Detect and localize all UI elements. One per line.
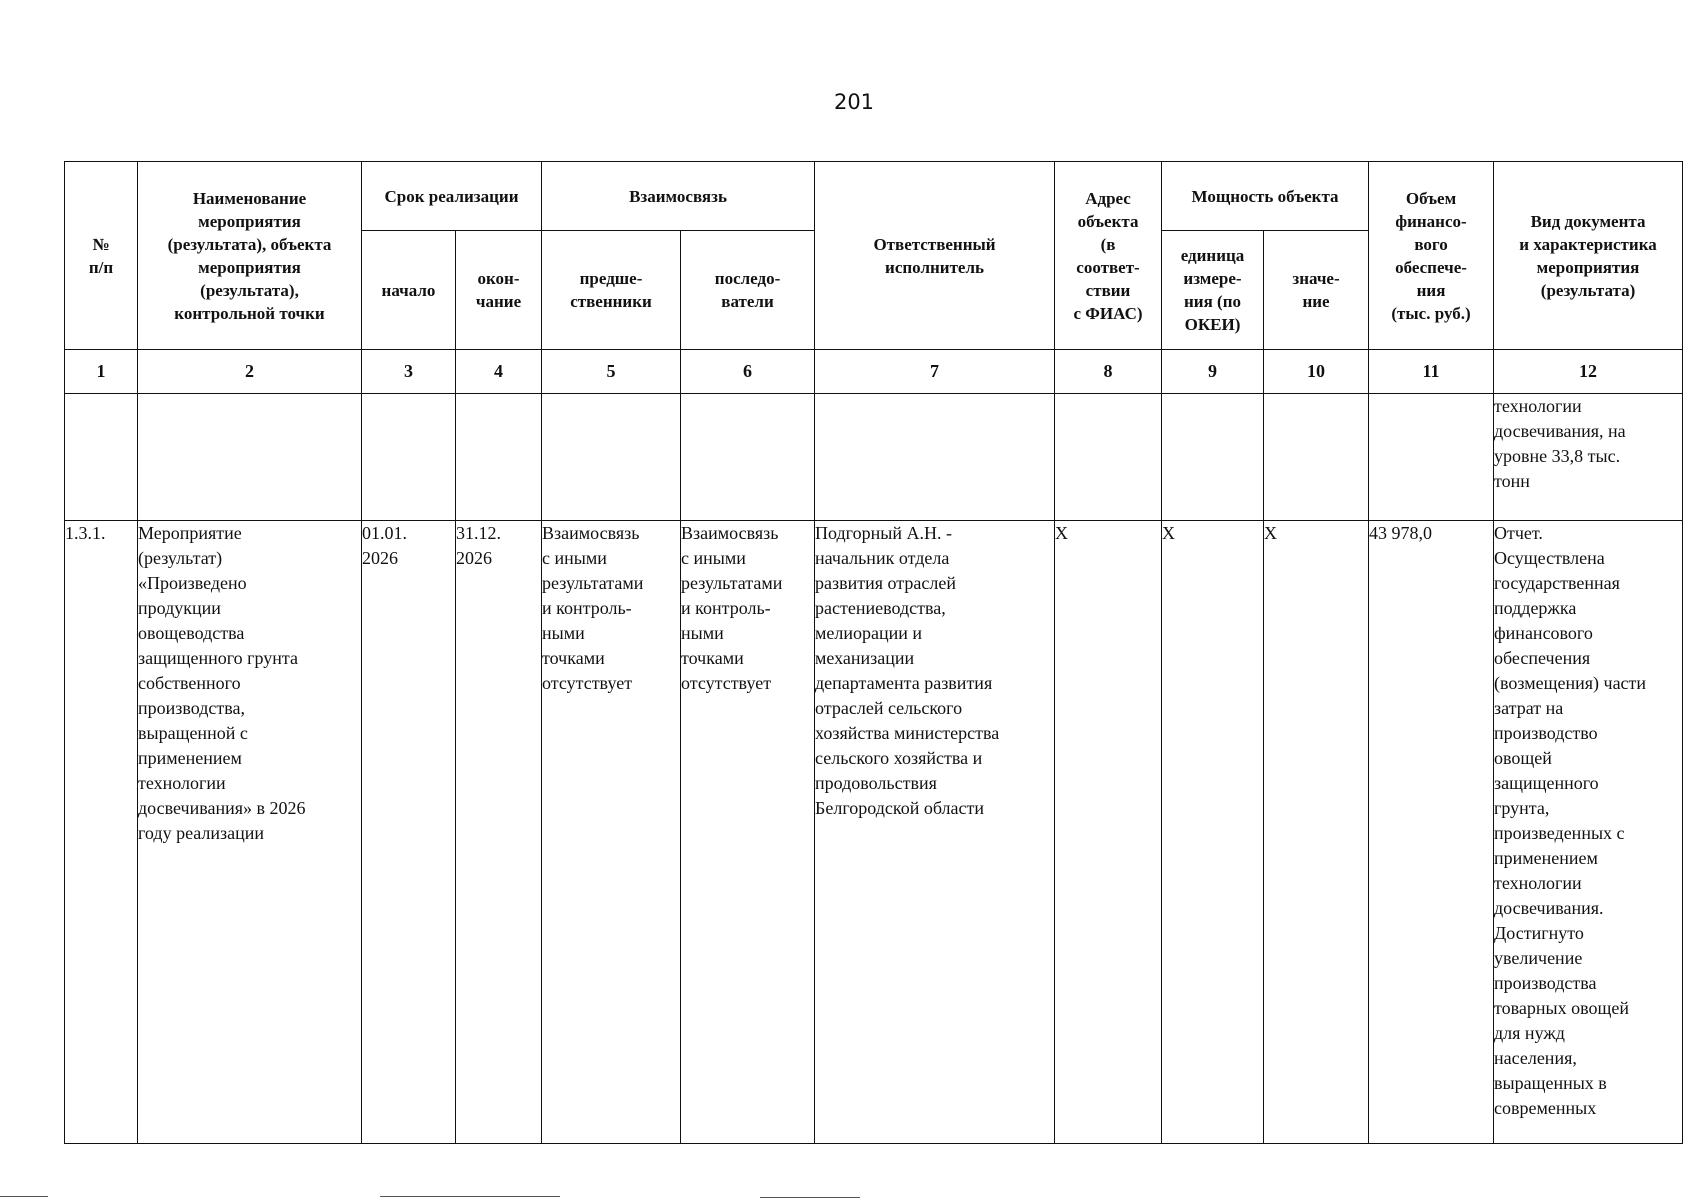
scan-artifact-line [0, 1196, 48, 1197]
cell-document: технологии досвечивания, на уровне 33,8 тыс. тонн [1494, 394, 1683, 521]
column-number: 5 [542, 350, 681, 394]
page-number: 201 [833, 90, 875, 114]
column-number: 1 [65, 350, 138, 394]
column-number: 10 [1264, 350, 1369, 394]
header-end: окон- чание [456, 231, 542, 350]
header-predecessors: предше- ственники [542, 231, 681, 350]
cell-end [456, 394, 542, 521]
cell-number [65, 394, 138, 521]
cell-end: 31.12. 2026 [456, 521, 542, 1144]
table-body [65, 350, 1683, 1144]
cell-responsible: Подгорный А.Н. - начальник отдела развития отраслей растениеводства, мелиорации и механизации департамента развития отраслей сельского хозяйства министерства сельского хозяйства и продовольствия Белгородской области [815, 521, 1055, 1144]
cell-predecessors [542, 394, 681, 521]
header-number: № п/п [65, 162, 138, 350]
header-relation-group: Взаимосвязь [542, 162, 815, 231]
header-document: Вид документа и характеристика мероприятия (результата) [1494, 162, 1683, 350]
cell-number: 1.3.1. [65, 521, 138, 1144]
header-funding: Объем финансо- вого обеспече- ния (тыс. руб.) [1369, 162, 1494, 350]
cell-address: Х [1055, 521, 1162, 1144]
cell-address [1055, 394, 1162, 521]
cell-successors [681, 394, 815, 521]
column-number: 8 [1055, 350, 1162, 394]
activity-plan-table [64, 161, 1683, 1144]
cell-name [138, 394, 362, 521]
column-number: 12 [1494, 350, 1683, 394]
column-number: 6 [681, 350, 815, 394]
cell-unit [1162, 394, 1264, 521]
table-row [65, 521, 1683, 1144]
header-address: Адрес объекта (в соответ- ствии с ФИАС) [1055, 162, 1162, 350]
header-capacity-group: Мощность объекта [1162, 162, 1369, 231]
column-number: 4 [456, 350, 542, 394]
column-number: 7 [815, 350, 1055, 394]
cell-funding [1369, 394, 1494, 521]
cell-responsible [815, 394, 1055, 521]
scan-artifact-line [380, 1196, 560, 1197]
column-number: 9 [1162, 350, 1264, 394]
cell-name: Мероприятие (результат) «Произведено продукции овощеводства защищенного грунта собственного производства, выращенной с применением технологии досвечивания» в 2026 году реализации [138, 521, 362, 1144]
cell-value [1264, 394, 1369, 521]
column-number: 3 [362, 350, 456, 394]
column-number: 11 [1369, 350, 1494, 394]
header-value: значе- ние [1264, 231, 1369, 350]
header-period-group: Срок реализации [362, 162, 542, 231]
cell-value: Х [1264, 521, 1369, 1144]
header-successors: последо- ватели [681, 231, 815, 350]
cell-funding: 43 978,0 [1369, 521, 1494, 1144]
scan-artifact-line [760, 1197, 860, 1198]
header-name: Наименование мероприятия (результата), объекта мероприятия (результата), контрольной точки [138, 162, 362, 350]
table-header [65, 162, 1683, 350]
column-number: 2 [138, 350, 362, 394]
cell-successors: Взаимосвязь с иными результатами и контроль- ными точками отсутствует [681, 521, 815, 1144]
cell-document: Отчет. Осуществлена государственная поддержка финансового обеспечения (возмещения) части затрат на производство овощей защищенного грунта, произведенных с применением технологии досвечивания. Достигнуто увеличение производства товарных овощей для нужд населения, выращенных в современных [1494, 521, 1683, 1144]
cell-predecessors: Взаимосвязь с иными результатами и контроль- ными точками отсутствует [542, 521, 681, 1144]
table-row [65, 394, 1683, 521]
header-responsible: Ответственный исполнитель [815, 162, 1055, 350]
header-start: начало [362, 231, 456, 350]
cell-unit: Х [1162, 521, 1264, 1144]
header-unit: единица измере- ния (по ОКЕИ) [1162, 231, 1264, 350]
cell-start [362, 394, 456, 521]
column-number-row [65, 350, 1683, 394]
cell-start: 01.01. 2026 [362, 521, 456, 1144]
